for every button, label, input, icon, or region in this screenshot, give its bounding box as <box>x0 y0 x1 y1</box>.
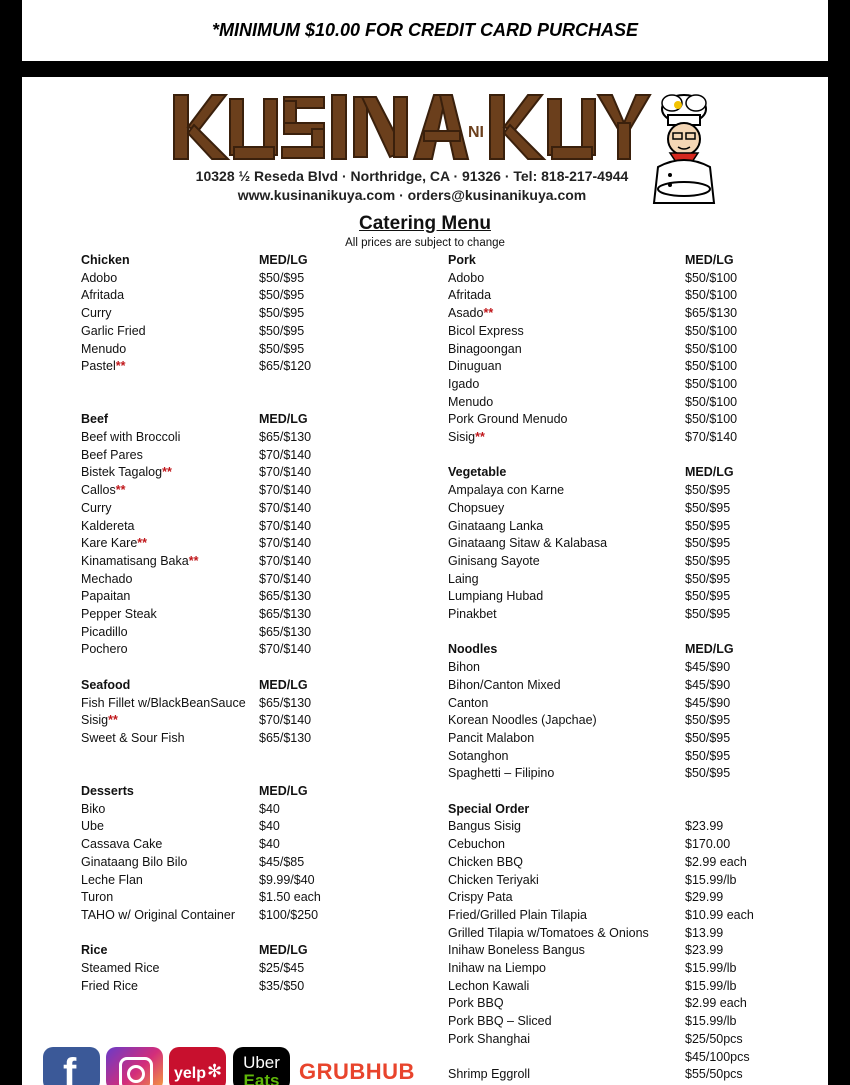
restaurant-address: 10328 ½ Reseda Blvd · Northridge, CA · 91326 · Tel: 818-217-4944 <box>195 168 629 184</box>
uber-eats-icon[interactable]: Uber Eats <box>233 1047 290 1085</box>
menu-item-name: Fish Fillet w/BlackBeanSauce <box>81 695 246 710</box>
menu-item-price: $50/$100 <box>685 270 738 285</box>
menu-item-name: Bihon/Canton Mixed <box>448 677 561 692</box>
menu-item-price: $45/$90 <box>685 695 731 710</box>
menu-item-price: $45/$90 <box>685 660 731 675</box>
menu-item-name: Turon <box>81 890 114 905</box>
menu-item-price: $70/$140 <box>259 571 312 586</box>
menu-item-price: $50/$95 <box>685 500 731 515</box>
menu-item-price: $25/50pcs <box>685 1031 743 1046</box>
menu-item-name: Papaitan <box>81 589 131 604</box>
menu-item-name: Dinuguan <box>448 359 502 374</box>
menu-item-name: Crispy Pata <box>448 890 513 905</box>
menu-item-price: $50/$95 <box>685 748 731 763</box>
menu-item-name: Cebuchon <box>448 837 505 852</box>
menu-item-price: $45/100pcs <box>685 1049 750 1064</box>
section-title: Special Order <box>448 801 530 816</box>
menu-item-price: $55/50pcs <box>685 1067 743 1082</box>
menu-item-name: Garlic Fried <box>81 323 146 338</box>
section-title: Desserts <box>81 784 134 798</box>
menu-item-name: Pork BBQ – Sliced <box>448 1014 552 1029</box>
instagram-icon[interactable] <box>106 1047 163 1085</box>
menu-item-name: Asado** <box>448 306 494 321</box>
menu-item-price: $40 <box>259 819 280 834</box>
specialty-marker: ** <box>162 465 172 480</box>
menu-item-price: $170.00 <box>685 837 731 852</box>
menu-item-name: Sisig** <box>448 430 485 444</box>
menu-item-price: $70/$140 <box>259 483 312 498</box>
menu-item-price: $70/$140 <box>259 553 312 568</box>
specialty-marker: ** <box>137 536 148 551</box>
section-title: Seafood <box>81 677 131 692</box>
menu-item-price: $100/$250 <box>259 907 319 922</box>
menu-item-name: Biko <box>81 801 106 816</box>
size-header: MED/LG <box>259 253 308 267</box>
chef-mascot-illustration <box>640 91 730 209</box>
menu-item-name: Bicol Express <box>448 323 524 338</box>
menu-item-price: $40 <box>259 837 280 852</box>
menu-item-name: Spaghetti – Filipino <box>448 766 555 781</box>
menu-item-price: $65/$120 <box>259 359 312 374</box>
menu-item-name: Ginisang Sayote <box>448 553 540 568</box>
menu-item-name: Kinamatisang Baka** <box>81 553 199 568</box>
menu-item-price: $15.99/lb <box>685 978 737 993</box>
menu-item-price: $25/$45 <box>259 961 305 975</box>
menu-item-price: $65/$130 <box>259 607 312 621</box>
menu-item-name: Ginataang Sitaw & Kalabasa <box>448 536 608 551</box>
menu-item-name: Beef with Broccoli <box>81 430 181 444</box>
menu-item-price: $23.99 <box>685 819 724 834</box>
menu-item-price: $65/$130 <box>259 624 312 639</box>
price-change-note: All prices are subject to change <box>345 237 505 249</box>
menu-item-price: $15.99/lb <box>685 961 737 975</box>
menu-item-name: Curry <box>81 306 112 321</box>
menu-item-name: Pepper Steak <box>81 607 157 621</box>
menu-item-price: $50/$95 <box>685 536 731 551</box>
menu-item-name: Bistek Tagalog** <box>81 465 172 480</box>
yelp-icon[interactable]: yelp ✻ <box>169 1047 226 1085</box>
menu-item-price: $35/$50 <box>259 978 305 993</box>
menu-item-price: $40 <box>259 801 280 816</box>
section-title: Beef <box>81 412 109 427</box>
menu-item-price: $50/$95 <box>259 323 305 338</box>
specialty-marker: ** <box>108 713 118 728</box>
menu-item-name: Leche Flan <box>81 872 143 887</box>
menu-item-name: Chopsuey <box>448 500 505 515</box>
menu-item-name: Chicken Teriyaki <box>448 872 539 887</box>
menu-item-price: $13.99 <box>685 925 724 940</box>
menu-item-price: $65/$130 <box>685 306 738 321</box>
menu-item-price: $9.99/$40 <box>259 872 315 887</box>
menu-item-name: Pinakbet <box>448 607 497 621</box>
menu-item-price: $70/$140 <box>259 642 312 657</box>
menu-item-name: Laing <box>448 571 479 586</box>
menu-item-name: Lechon Kawali <box>448 978 530 993</box>
menu-item-price: $50/$95 <box>259 306 305 321</box>
menu-item-price: $65/$130 <box>259 589 312 604</box>
menu-item-price: $15.99/lb <box>685 872 737 887</box>
size-header: MED/LG <box>685 465 734 480</box>
menu-item-name: Afritada <box>448 288 492 303</box>
menu-item-name: Binagoongan <box>448 341 522 356</box>
menu-item-name: Kaldereta <box>81 518 135 533</box>
menu-item-price: $50/$95 <box>685 730 731 745</box>
menu-item-price: $50/$95 <box>685 571 731 586</box>
menu-item-name: Ampalaya con Karne <box>448 483 565 498</box>
menu-item-price: $50/$95 <box>685 518 731 533</box>
menu-item-price: $70/$140 <box>259 500 312 515</box>
menu-item-name: Pochero <box>81 642 128 657</box>
menu-item-name: Afritada <box>81 288 125 303</box>
menu-item-price: $50/$95 <box>685 553 731 568</box>
section-title: Noodles <box>448 642 498 657</box>
section-title: Chicken <box>81 253 130 267</box>
menu-item-name: Beef Pares <box>81 447 143 462</box>
menu-item-name: Grilled Tilapia w/Tomatoes & Onions <box>448 925 649 940</box>
menu-item-name: Bihon <box>448 660 480 675</box>
menu-item-name: Cassava Cake <box>81 837 163 852</box>
menu-item-price: $50/$100 <box>685 412 738 427</box>
specialty-marker: ** <box>475 430 485 444</box>
menu-item-name: Inihaw na Liempo <box>448 961 546 975</box>
menu-item-name: Adobo <box>448 270 485 285</box>
restaurant-web-and-email: www.kusinanikuya.com · orders@kusinanikuya.com <box>237 187 587 203</box>
menu-item-name: TAHO w/ Original Container <box>81 907 235 922</box>
menu-item-name: Pork BBQ <box>448 996 504 1011</box>
menu-item-name: Adobo <box>81 270 118 285</box>
menu-item-name: Curry <box>81 500 112 515</box>
menu-item-name: Fried Rice <box>81 978 138 993</box>
menu-item-price: $29.99 <box>685 890 724 905</box>
menu-item-name: Ube <box>81 819 104 834</box>
menu-item-name: Menudo <box>448 394 494 409</box>
menu-item-price: $50/$95 <box>259 288 305 303</box>
menu-item-price: $1.50 each <box>259 890 321 905</box>
menu-item-price: $2.99 each <box>685 996 747 1011</box>
menu-item-price: $50/$95 <box>685 607 731 621</box>
menu-item-name: Picadillo <box>81 624 128 639</box>
menu-item-price: $70/$140 <box>259 447 312 462</box>
credit-card-minimum-notice: *MINIMUM $10.00 FOR CREDIT CARD PURCHASE <box>211 20 639 40</box>
menu-item-name: Fried/Grilled Plain Tilapia <box>448 907 587 922</box>
kusina-ni-kuya-logo <box>172 89 652 165</box>
menu-item-name: Callos** <box>81 483 126 498</box>
menu-item-name: Pork Ground Menudo <box>448 412 568 427</box>
menu-item-price: $70/$140 <box>259 536 312 551</box>
menu-item-name: Pancit Malabon <box>448 730 535 745</box>
menu-item-name: Igado <box>448 376 480 391</box>
catering-menu-title: Catering Menu <box>359 213 491 234</box>
menu-item-price: $45/$85 <box>259 854 305 869</box>
specialty-marker: ** <box>483 306 494 321</box>
size-header: MED/LG <box>685 642 734 657</box>
menu-item-price: $50/$95 <box>685 483 731 498</box>
menu-item-price: $50/$100 <box>685 288 738 303</box>
size-header: MED/LG <box>259 412 308 427</box>
menu-item-name: Sotanghon <box>448 748 509 763</box>
menu-item-name: Sisig** <box>81 713 118 728</box>
menu-item-price: $50/$95 <box>259 341 305 356</box>
menu-item-name: Ginataang Lanka <box>448 518 544 533</box>
credit-card-notice-card <box>22 0 828 61</box>
menu-item-price: $50/$95 <box>685 713 731 728</box>
specialty-marker: ** <box>115 359 126 374</box>
menu-item-name: Korean Noodles (Japchae) <box>448 713 597 728</box>
menu-item-price: $45/$90 <box>685 677 731 692</box>
menu-item-price: $50/$95 <box>259 270 305 285</box>
svg-text:NI: NI <box>468 124 484 141</box>
menu-item-name: Canton <box>448 695 489 710</box>
menu-item-price: $70/$140 <box>259 465 312 480</box>
menu-item-price: $70/$140 <box>259 713 312 728</box>
menu-item-price: $50/$100 <box>685 394 738 409</box>
section-title: Vegetable <box>448 465 507 480</box>
menu-item-price: $50/$95 <box>685 766 731 781</box>
specialty-marker: ** <box>188 553 199 568</box>
menu-item-name: Kare Kare** <box>81 536 148 551</box>
menu-item-price: $65/$130 <box>259 695 312 710</box>
menu-item-price: $23.99 <box>685 943 724 958</box>
menu-item-price: $70/$140 <box>259 518 312 533</box>
size-header: MED/LG <box>259 943 308 958</box>
menu-item-name: Inihaw Boneless Bangus <box>448 943 585 958</box>
menu-item-name: Steamed Rice <box>81 961 160 975</box>
menu-item-price: $50/$95 <box>685 589 731 604</box>
menu-item-price: $70/$140 <box>685 430 738 444</box>
menu-item-name: Mechado <box>81 571 133 586</box>
menu-item-name: Chicken BBQ <box>448 854 524 869</box>
menu-item-name: Menudo <box>81 341 127 356</box>
menu-item-price: $2.99 each <box>685 854 747 869</box>
menu-item-name: Pastel** <box>81 359 126 374</box>
menu-item-price: $65/$130 <box>259 730 312 745</box>
menu-item-price: $10.99 each <box>685 907 754 922</box>
size-header: MED/LG <box>685 253 734 267</box>
specialty-marker: ** <box>115 483 126 498</box>
menu-item-price: $50/$100 <box>685 341 738 356</box>
menu-item-name: Sweet & Sour Fish <box>81 730 185 745</box>
menu-item-price: $50/$100 <box>685 359 738 374</box>
menu-item-name: Lumpiang Hubad <box>448 589 544 604</box>
menu-item-name: Shrimp Eggroll <box>448 1067 530 1082</box>
menu-item-name: Bangus Sisig <box>448 819 521 834</box>
menu-item-price: $50/$100 <box>685 376 738 391</box>
menu-item-name: Pork Shanghai <box>448 1031 531 1046</box>
menu-item-price: $50/$100 <box>685 323 738 338</box>
grubhub-logo[interactable]: GRUBHUB <box>299 1059 415 1084</box>
size-header: MED/LG <box>259 677 308 692</box>
section-title: Rice <box>81 943 108 958</box>
section-title: Pork <box>448 253 476 267</box>
size-header: MED/LG <box>259 784 308 798</box>
facebook-icon[interactable]: f <box>43 1047 100 1085</box>
menu-item-price: $65/$130 <box>259 430 312 444</box>
menu-item-name: Ginataang Bilo Bilo <box>81 854 188 869</box>
menu-item-price: $15.99/lb <box>685 1014 737 1029</box>
catering-menu-sheet <box>22 77 828 1085</box>
